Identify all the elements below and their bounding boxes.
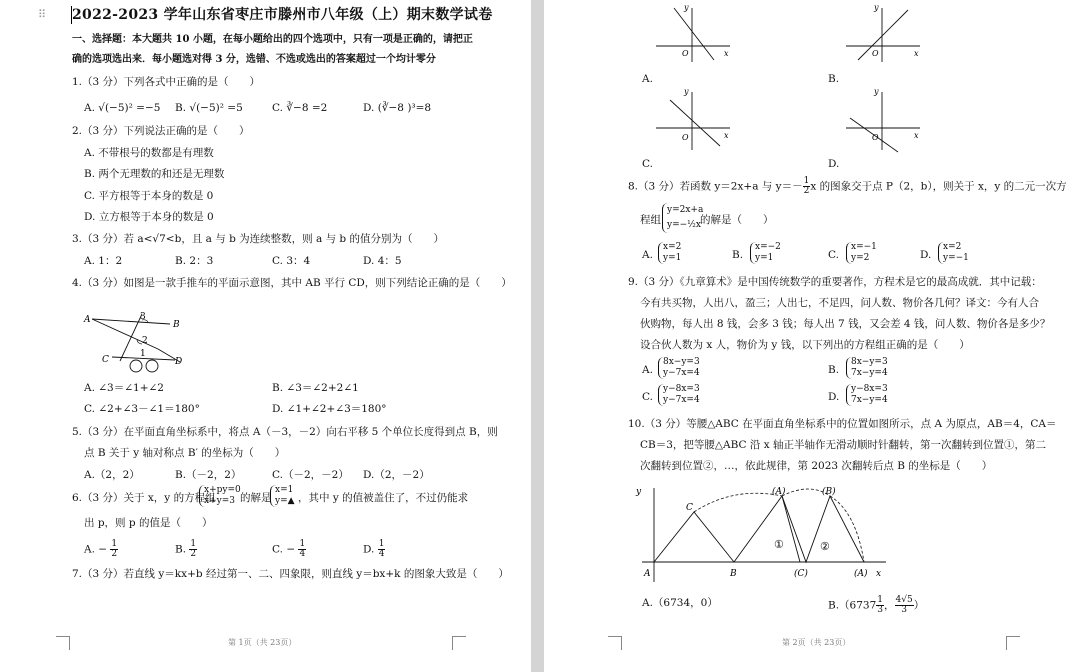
q10-label-c: C bbox=[686, 503, 693, 513]
q6-option-d: D. $\frac{1}{4}$ bbox=[363, 539, 385, 559]
q2-option-d: D. 立方根等于本身的数是 0 bbox=[84, 211, 214, 223]
q10-label-c1: (C) bbox=[794, 569, 808, 579]
page-title: 2022-2023 学年山东省枣庄市滕州市八年级（上）期末数学试卷 bbox=[72, 7, 493, 23]
q5-option-d: D.（2，－2） bbox=[363, 469, 430, 481]
q9-line4: 设合伙人数为 x 人，物价为 y 钱，以下列出的方程组正确的是（ ） bbox=[640, 339, 970, 351]
q1-option-b: B. √(−5)² =5 bbox=[175, 102, 243, 114]
q8-option-a: x=2 y=1 bbox=[658, 242, 681, 264]
section-heading-line2: 确的选项选出来．每小题选对得 3 分，选错、不选或选出的答案超过一个均计零分 bbox=[72, 54, 436, 65]
q9-option-c-label: C. bbox=[642, 391, 653, 403]
q4-option-a: A. ∠3＝∠1+∠2 bbox=[84, 382, 164, 394]
q4-label-d: D bbox=[175, 357, 183, 367]
q10-option-b: B.（6737 $\frac{1}{3}$， $\frac{4√5}{3}$） bbox=[828, 595, 925, 615]
page-corner-marker bbox=[452, 636, 466, 650]
q7a-x-label: x bbox=[724, 49, 729, 58]
q8-option-c: x=−1 y=2 bbox=[846, 242, 877, 264]
q7-option-b: B. bbox=[828, 73, 840, 85]
q8-system-eq1: y=2x+a bbox=[667, 205, 704, 215]
q9-line3: 伙购物，每人出 8 钱，会多 3 钱；每人出 7 钱，又会差 4 钱，问人数、物价各是多少？ bbox=[640, 318, 1051, 330]
q10-y-label: y bbox=[636, 487, 642, 497]
q10-position-2: ② bbox=[820, 540, 830, 553]
q10-label-b1: (B) bbox=[822, 487, 836, 497]
q9-line2: 今有共买物，人出八，盈三；人出七，不足四，问人数、物价各几何？译文：今有人合 bbox=[640, 297, 1039, 309]
q6-option-b: B. $\frac{1}{2}$ bbox=[175, 539, 197, 559]
q2-stem: 2.（3 分）下列说法正确的是（ ） bbox=[72, 125, 250, 137]
q5-option-c: C.（－2，－2） bbox=[272, 469, 349, 481]
q8-option-c-label: C. bbox=[828, 249, 839, 261]
q10-label-a1: (A) bbox=[772, 487, 786, 497]
q8-stem: 8.（3 分）若函数 y＝2x+a 与 y＝－ $\frac{1}{2}x$ 的图象交于点 P（2，b），则关于 x，y 的二元一次方 bbox=[628, 176, 1067, 196]
q9-option-d: y−8x=3 7x−y=4 bbox=[846, 384, 888, 406]
q7-stem: 7.（3 分）若直线 y＝kx+b 经过第一、二、四象限，则直线 y＝bx+k 的图象大致是（ ） bbox=[72, 568, 509, 580]
q4-label-3: 3 bbox=[140, 312, 146, 322]
q8-option-b-label: B. bbox=[732, 249, 744, 261]
q1-option-d: D. (∛−8 )³=8 bbox=[363, 102, 432, 114]
q3-option-b: B. 2：3 bbox=[175, 255, 214, 267]
q3-option-a: A. 1：2 bbox=[84, 255, 123, 267]
q7-option-d: D. bbox=[828, 158, 840, 170]
q7d-y-label: y bbox=[874, 87, 879, 96]
q2-option-b: B. 两个无理数的和还是无理数 bbox=[84, 168, 225, 180]
q7-graph-a bbox=[654, 2, 734, 64]
q6-system-2-eq1: x=1 bbox=[275, 485, 294, 495]
q7c-x-label: x bbox=[724, 131, 729, 140]
page-1-footer: 第 1页（共 23页） bbox=[228, 638, 297, 647]
q7-graph-d bbox=[844, 86, 924, 152]
q6-stem-post: ，其中 y 的值被盖住了，不过仍能求 bbox=[298, 492, 469, 504]
q7c-y-label: y bbox=[684, 87, 689, 96]
q4-label-a: A bbox=[84, 315, 91, 325]
q8-option-d: x=2 y=−1 bbox=[938, 242, 969, 264]
q6-system-1 bbox=[199, 485, 241, 507]
q1-option-a: A. √(−5)² =−5 bbox=[84, 102, 161, 114]
q8-stem-line2-pre: 程组 bbox=[640, 214, 661, 226]
q6-system-2 bbox=[270, 485, 295, 507]
q4-label-1: 1 bbox=[140, 349, 146, 359]
page-gap bbox=[531, 0, 544, 672]
q8-system-eq2: y=−½x bbox=[667, 220, 701, 230]
section-heading-line1: 一、选择题：本大题共 10 小题，在每小题给出的四个选项中，只有一项是正确的，请把正 bbox=[72, 34, 473, 45]
q9-option-c: y−8x=3 y−7x=4 bbox=[658, 384, 700, 406]
q5-stem-line2: 点 B 关于 y 轴对称点 B′ 的坐标为（ ） bbox=[84, 447, 286, 459]
q6-system-1-eq1: x+py=0 bbox=[204, 485, 241, 495]
q10-option-a: A.（6734，0） bbox=[642, 597, 718, 609]
q4-label-c: C bbox=[102, 355, 109, 365]
q10-line2: CB＝3，把等腰△ABC 沿 x 轴正半轴作无滑动顺时针翻转，第一次翻转到位置①，第二 bbox=[640, 439, 1046, 451]
q9-option-a: 8x−y=3 y−7x=4 bbox=[658, 357, 700, 379]
q7a-origin-label: O bbox=[682, 49, 689, 58]
q6-system-2-eq2: y=▲ bbox=[275, 496, 295, 506]
q2-option-c: C. 平方根等于本身的数是 0 bbox=[84, 190, 214, 202]
q4-stem: 4.（3 分）如图是一款手推车的平面示意图，其中 AB 平行 CD，则下列结论正确的是（ ） bbox=[72, 277, 512, 289]
q3-option-c: C. 3：4 bbox=[272, 255, 311, 267]
q6-option-c: C. − $\frac{1}{4}$ bbox=[272, 539, 306, 559]
q8-option-a-label: A. bbox=[642, 249, 653, 261]
q4-cart-figure bbox=[80, 306, 190, 376]
q9-option-a-label: A. bbox=[642, 364, 653, 376]
q7b-x-label: x bbox=[914, 49, 919, 58]
q8-option-d-label: D. bbox=[920, 249, 932, 261]
q6-option-a: A. − $\frac{1}{2}$ bbox=[84, 539, 118, 559]
q9-option-b: 8x−y=3 7x−y=4 bbox=[846, 357, 888, 379]
q7-graph-b bbox=[844, 2, 924, 64]
page-2-footer: 第 2页（共 23页） bbox=[782, 638, 851, 647]
q7-option-c: C. bbox=[642, 158, 653, 170]
q9-option-b-label: B. bbox=[828, 364, 840, 376]
q6-stem-line2: 出 p，则 p 的值是（ ） bbox=[84, 517, 213, 529]
q6-stem-pre: 6.（3 分）关于 x，y 的方程组 bbox=[72, 492, 216, 504]
page-corner-marker bbox=[56, 636, 70, 650]
page-corner-marker bbox=[608, 636, 622, 650]
q6-system-1-eq2: x+y=3 bbox=[204, 496, 235, 506]
q10-label-a2: (A) bbox=[854, 569, 868, 579]
q7-option-a: A. bbox=[642, 73, 653, 85]
q3-stem: 3.（3 分）若 a<√7<b，且 a 与 b 为连续整数，则 a 与 b 的值分别为（ ） bbox=[72, 233, 444, 245]
q3-option-d: D. 4：5 bbox=[363, 255, 402, 267]
q10-label-a: A bbox=[644, 569, 651, 579]
q10-line1: 10.（3 分）等腰△ABC 在平面直角坐标系中的位置如图所示，点 A 为原点，AB＝4，CA＝ bbox=[628, 418, 1057, 430]
document-page-1 bbox=[0, 0, 531, 672]
q4-option-b: B. ∠3＝∠2+2∠1 bbox=[272, 382, 359, 394]
q2-option-a: A. 不带根号的数都是有理数 bbox=[84, 147, 214, 159]
document-page-2 bbox=[544, 0, 1080, 672]
q1-option-c: C. ∛−8 =2 bbox=[272, 102, 328, 114]
q4-option-d: D. ∠1+∠2+∠3＝180° bbox=[272, 403, 387, 415]
q7b-y-label: y bbox=[874, 3, 879, 12]
q10-rotation-figure bbox=[634, 482, 894, 582]
q10-label-b: B bbox=[730, 569, 737, 579]
q9-option-d-label: D. bbox=[828, 391, 840, 403]
q10-line3: 次翻转到位置②，…，依此规律，第 2023 次翻转后点 B 的坐标是（ ） bbox=[640, 460, 993, 472]
q8-option-b: x=−2 y=1 bbox=[750, 242, 781, 264]
q7b-origin-label: O bbox=[872, 49, 879, 58]
q7a-y-label: y bbox=[684, 3, 689, 12]
q5-option-a: A.（2，2） bbox=[84, 469, 140, 481]
q8-system bbox=[662, 203, 703, 233]
q5-stem-line1: 5.（3 分）在平面直角坐标系中，将点 A（－3，－2）向右平移 5 个单位长度得到点 B，则 bbox=[72, 426, 498, 438]
q1-stem: 1.（3 分）下列各式中正确的是（ ） bbox=[72, 76, 261, 88]
q4-option-c: C. ∠2+∠3－∠1＝180° bbox=[84, 403, 200, 415]
q10-x-label: x bbox=[876, 569, 882, 579]
q7d-x-label: x bbox=[914, 131, 919, 140]
q5-option-b: B.（－2，2） bbox=[175, 469, 242, 481]
q9-line1: 9.（3 分）《九章算术》是中国传统数学的重要著作，方程术是它的最高成就．其中记载： bbox=[628, 276, 1042, 288]
drag-handle-icon[interactable]: ⠿ bbox=[38, 8, 45, 21]
q7d-origin-label: O bbox=[872, 133, 879, 142]
q10-position-1: ① bbox=[774, 538, 784, 551]
q6-stem-mid: 的解是 bbox=[240, 492, 272, 504]
q7-graph-c bbox=[654, 86, 734, 152]
q4-label-2: 2 bbox=[142, 336, 148, 346]
page-corner-marker bbox=[1006, 636, 1020, 650]
q4-label-b: B bbox=[173, 320, 180, 330]
q7c-origin-label: O bbox=[682, 133, 689, 142]
q8-stem-line2-post: 的解是（ ） bbox=[700, 214, 774, 226]
